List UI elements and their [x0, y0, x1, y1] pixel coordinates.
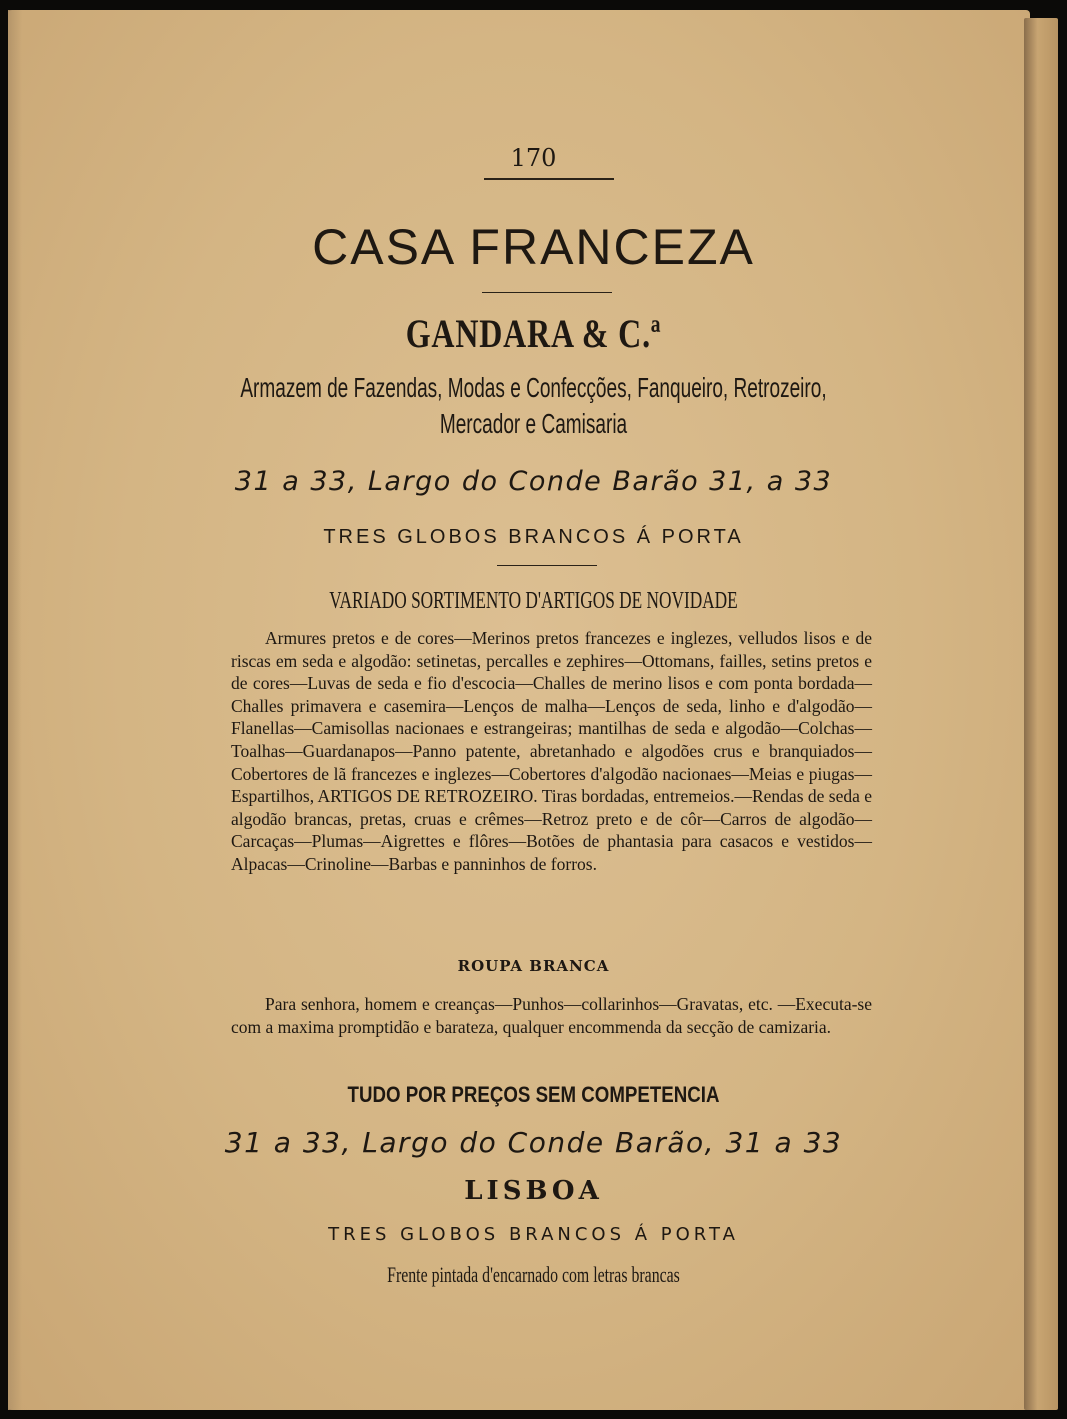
- assortment-heading: VARIADO SORTIMENTO D'ARTIGOS DE NOVIDADE: [329, 588, 738, 614]
- section-heading: ROUPA BRANCA: [457, 957, 610, 975]
- trade-description-line1: Armazem de Fazendas, Modas e Confecções, Fanqueiro, Retrozeiro,: [240, 372, 827, 403]
- firm-name: GANDARA & C.ª: [405, 311, 662, 356]
- city-name: LISBOA: [464, 1176, 603, 1206]
- slogan: TUDO POR PREÇOS SEM COMPETENCIA: [347, 1082, 720, 1107]
- trade-description-line2: Mercador e Camisaria: [439, 408, 628, 439]
- section-paragraph: Para senhora, homem e creanças—Punhos—collarinhos—Gravatas, etc. —Executa-se com a maxima promptidão e barateza, qualquer encommenda da secção de camizaria.: [231, 994, 872, 1037]
- shop-sign-bottom: TRES GLOBOS BRANCOS Á PORTA: [328, 1224, 739, 1245]
- title-rule: [482, 292, 612, 293]
- address-bottom: 31 a 33, Largo do Conde Barão, 31 a 33: [224, 1126, 843, 1159]
- sign-rule: [497, 565, 597, 566]
- page-number-rule: [484, 178, 614, 180]
- address-top: 31 a 33, Largo do Conde Barão 31, a 33: [234, 466, 833, 497]
- assortment-paragraph: Armures pretos e de cores—Merinos pretos francezes e inglezes, velludos lisos e de riscas em seda e algodão: setinetas, percalles e zephires—Ottomans, failles, setins pretos e de cores—Luvas de seda e fio d'escocia—Challes de merino lisos e com ponta bordada—Challes primavera e casemira—Lenços de malha—Lenços de seda, linho e d'algodão—Flanellas—Camisollas nacionaes e estrangeiras; mantilhas de seda e algodão—Colchas— Toalhas—Guardanapos—Panno patente, abretanhado e algodões crus e branquiados—Cobertores de lã francezes e inglezes—Cobertores d'algodão nacionaes—Meias e piugas—Espartilhos, ARTIGOS DE RETROZEIRO. Tiras bordadas, entremeios.—Rendas de seda e algodão brancas, pretas, cruas e crêmes—Retroz preto e de côr—Carros de algodão—Carcaças—Plumas—Aigrettes e flôres—Botões de phantasia para casacos e vestidos—Alpacas—Crinoline—Barbas e panninhos de forros.: [231, 628, 873, 874]
- facade-note: Frente pintada d'encarnado com letras brancas: [387, 1262, 680, 1287]
- page-number: 170: [510, 144, 557, 172]
- shop-title: CASA FRANCEZA: [312, 219, 755, 275]
- shop-sign-top: TRES GLOBOS BRANCOS Á PORTA: [323, 526, 744, 548]
